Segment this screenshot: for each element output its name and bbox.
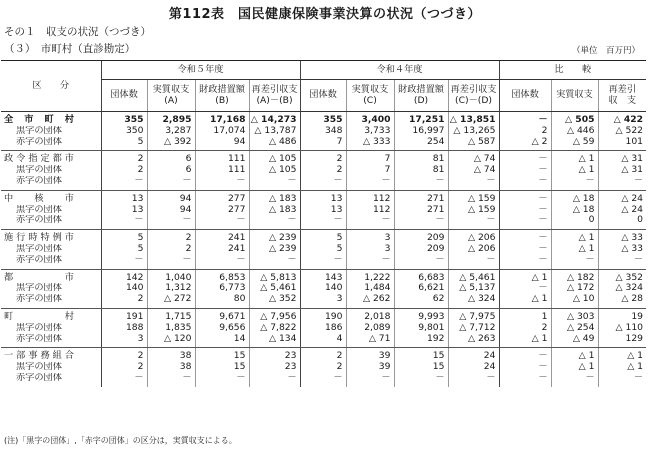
table-cell: － [195, 255, 249, 269]
table-cell: － [598, 176, 646, 190]
table-cell: 1,222 [346, 269, 394, 283]
table-cell: 6,853 [195, 269, 249, 283]
period-fy5-header: 令和５年度 [101, 61, 300, 80]
table-cell: △ 392 [147, 137, 195, 151]
table-cell: △ 486 [249, 137, 300, 151]
table-cell: － [101, 373, 147, 387]
table-cell: 2 [499, 323, 551, 334]
table-cell: － [300, 215, 346, 229]
table-row [1, 362, 646, 373]
table-row [1, 334, 646, 348]
table-cell: 140 [300, 283, 346, 294]
table-cell: △ 31 [598, 151, 646, 165]
table-cell: － [499, 165, 551, 176]
table-cell: － [147, 176, 195, 190]
table-cell: △ 324 [598, 283, 646, 294]
col-header-zaisei-d: 財政措置額 (D) [394, 80, 448, 112]
table-cell: △ 1 [499, 269, 551, 283]
table-cell: 1,040 [147, 269, 195, 283]
table-cell: 192 [394, 334, 448, 348]
table-cell: 277 [195, 205, 249, 216]
table-cell: △ 5,137 [448, 283, 499, 294]
table-cell: △ 206 [448, 244, 499, 255]
row-label: 赤字の団体 [1, 334, 101, 348]
table-cell: △ 120 [147, 334, 195, 348]
table-cell: △ 18 [551, 205, 598, 216]
table-cell: 81 [394, 151, 448, 165]
table-cell: 13 [101, 190, 147, 204]
table-cell: 241 [195, 244, 249, 255]
col-header-cmp-jisshitsu: 実質収支 [551, 80, 598, 112]
table-cell: △ 33 [598, 244, 646, 255]
table-cell: 355 [101, 112, 147, 126]
table-cell: － [448, 373, 499, 387]
table-cell: － [598, 373, 646, 387]
table-cell: 23 [249, 362, 300, 373]
table-cell: 2 [101, 151, 147, 165]
table-cell: △ 1 [551, 230, 598, 244]
col-header-sasabiki-ab: 再差引収支 (A)－(B) [249, 80, 300, 112]
table-cell: 2 [101, 165, 147, 176]
table-cell: 6,621 [394, 283, 448, 294]
table-cell: 129 [598, 334, 646, 348]
table-cell: － [448, 176, 499, 190]
table-row [1, 323, 646, 334]
table-cell: 1,312 [147, 283, 195, 294]
col-header-zaisei-b: 財政措置額 (B) [195, 80, 249, 112]
table-cell: 9,801 [394, 323, 448, 334]
table-cell: 7 [346, 165, 394, 176]
table-cell: △ 262 [346, 294, 394, 308]
table-cell: 15 [394, 362, 448, 373]
table-cell: 6 [147, 165, 195, 176]
row-label: 赤字の団体 [1, 215, 101, 229]
row-label: 黒字の団体 [16, 322, 62, 333]
table-cell: 3 [101, 334, 147, 348]
table-cell: － [448, 215, 499, 229]
table-cell: 355 [300, 112, 346, 126]
table-cell: △ 183 [249, 205, 300, 216]
table-cell: 186 [300, 323, 346, 334]
table-cell: 39 [346, 362, 394, 373]
table-cell: 143 [300, 269, 346, 283]
table-cell: － [598, 255, 646, 269]
table-cell: 6,773 [195, 283, 249, 294]
table-cell: △ 134 [249, 334, 300, 348]
table-cell: 112 [346, 190, 394, 204]
row-label: 都市 [4, 271, 74, 283]
table-cell: 2 [147, 244, 195, 255]
table-cell: 209 [394, 244, 448, 255]
table-cell: △ 446 [551, 126, 598, 137]
table-cell: △ 105 [249, 165, 300, 176]
table-row [1, 215, 646, 229]
table-cell: 1,715 [147, 308, 195, 322]
table-cell: 277 [195, 190, 249, 204]
table-cell: 241 [195, 230, 249, 244]
table-cell: 94 [147, 205, 195, 216]
table-cell: 3 [300, 294, 346, 308]
row-label: 赤字の団体 [1, 137, 101, 151]
table-cell: － [300, 373, 346, 387]
table-cell: － [499, 255, 551, 269]
table-cell: △ 2 [499, 137, 551, 151]
table-cell: △ 24 [598, 190, 646, 204]
table-cell: 111 [195, 151, 249, 165]
table-cell: 4 [300, 334, 346, 348]
table-cell: △ 7,975 [448, 308, 499, 322]
table-cell: － [249, 373, 300, 387]
table-cell: 17,251 [394, 112, 448, 126]
row-label: 全市町村 [4, 114, 74, 125]
table-cell: 191 [101, 308, 147, 322]
period-fy4-header: 令和４年度 [300, 61, 499, 80]
table-cell: 6 [147, 151, 195, 165]
table-cell: － [551, 176, 598, 190]
table-cell: 9,671 [195, 308, 249, 322]
table-cell: 2,089 [346, 323, 394, 334]
table-cell: △ 1 [598, 348, 646, 362]
table-cell: － [499, 176, 551, 190]
table-cell: 13 [300, 190, 346, 204]
table-cell: 94 [195, 137, 249, 151]
table-cell: △ 182 [551, 269, 598, 283]
table-cell: 5 [101, 244, 147, 255]
row-label: 赤字の団体 [1, 176, 101, 190]
table-cell: － [394, 176, 448, 190]
table-cell: △ 7,712 [448, 323, 499, 334]
table-cell: 80 [195, 294, 249, 308]
table-cell: 3,400 [346, 112, 394, 126]
table-cell: － [249, 255, 300, 269]
table-cell: △ 31 [598, 165, 646, 176]
table-row [1, 308, 646, 322]
table-cell: 5 [300, 230, 346, 244]
row-label: 政令指定都市 [4, 153, 74, 165]
table-cell: － [551, 373, 598, 387]
table-cell: 111 [195, 165, 249, 176]
table-cell: － [551, 255, 598, 269]
table-row [1, 151, 646, 165]
table-cell: 9,993 [394, 308, 448, 322]
table-cell: － [346, 373, 394, 387]
table-cell: △ 10 [551, 294, 598, 308]
col-header-jisshitsu-c: 実質収支 (C) [346, 80, 394, 112]
table-cell: △ 1 [598, 362, 646, 373]
table-cell: △ 7,822 [249, 323, 300, 334]
table-cell: △ 5,813 [249, 269, 300, 283]
table-cell: △ 71 [346, 334, 394, 348]
table-cell: － [448, 255, 499, 269]
table-cell: 350 [101, 126, 147, 137]
table-cell: △ 159 [448, 190, 499, 204]
table-cell: － [499, 283, 551, 294]
table-cell: － [499, 244, 551, 255]
table-row [1, 244, 646, 255]
table-row [1, 205, 646, 216]
table-cell: 15 [394, 348, 448, 362]
kubun-header: 区 分 [1, 61, 101, 112]
table-cell: － [499, 362, 551, 373]
table-cell: △ 1 [551, 244, 598, 255]
table-cell: △ 1 [499, 294, 551, 308]
table-cell: － [394, 255, 448, 269]
table-cell: － [346, 255, 394, 269]
table-cell: △ 263 [448, 334, 499, 348]
table-cell: △ 206 [448, 230, 499, 244]
table-cell: △ 303 [551, 308, 598, 322]
table-cell: △ 24 [598, 205, 646, 216]
comparison-header: 比 較 [499, 61, 646, 80]
footnote: (注)「黒字の団体」,「赤字の団体」の区分は，実質収支による。 [4, 436, 237, 445]
table-cell: 38 [147, 348, 195, 362]
table-cell: △ 14,273 [249, 112, 300, 126]
table-cell: △ 587 [448, 137, 499, 151]
table-cell: 24 [448, 348, 499, 362]
table-cell: 5 [300, 244, 346, 255]
table-cell: － [499, 215, 551, 229]
table-cell: － [147, 255, 195, 269]
table-cell: 15 [195, 362, 249, 373]
table-row [1, 294, 646, 308]
table-cell: 0 [551, 215, 598, 229]
col-header-dantai-1: 団体数 [101, 80, 147, 112]
table-cell: 62 [394, 294, 448, 308]
table-cell: 1,484 [346, 283, 394, 294]
table-cell: △ 13,851 [448, 112, 499, 126]
table-row [1, 190, 646, 204]
col-header-cmp-sasabiki: 再差引 収 支 [598, 80, 646, 112]
table-cell: 16,997 [394, 126, 448, 137]
table-cell: 24 [448, 362, 499, 373]
table-cell: 348 [300, 126, 346, 137]
table-cell: － [147, 215, 195, 229]
row-label: 赤字の団体 [1, 255, 101, 269]
table-cell: 94 [147, 190, 195, 204]
table-cell: － [300, 176, 346, 190]
table-cell: △ 74 [448, 151, 499, 165]
table-cell: △ 254 [551, 323, 598, 334]
table-cell: 3 [346, 244, 394, 255]
table-cell: △ 5,461 [249, 283, 300, 294]
table-cell: △ 110 [598, 323, 646, 334]
table-cell: △ 239 [249, 244, 300, 255]
table-cell: 38 [147, 362, 195, 373]
table-cell: － [300, 255, 346, 269]
table-cell: △ 5,461 [448, 269, 499, 283]
table-cell: 2,895 [147, 112, 195, 126]
table-row [1, 112, 646, 126]
row-label: 施行時特例市 [4, 232, 74, 244]
table-cell: △ 1 [551, 362, 598, 373]
table-cell: 17,168 [195, 112, 249, 126]
table-cell: 190 [300, 308, 346, 322]
row-label: 黒字の団体 [16, 165, 62, 176]
table-cell: 1 [499, 308, 551, 322]
table-cell: △ 74 [448, 165, 499, 176]
table-row [1, 283, 646, 294]
table-cell: 2 [101, 294, 147, 308]
table-cell: 3,287 [147, 126, 195, 137]
table-row [1, 165, 646, 176]
table-cell: △ 13,787 [249, 126, 300, 137]
table-cell: △ 1 [551, 165, 598, 176]
table-cell: 2 [147, 230, 195, 244]
table-cell: △ 1 [551, 151, 598, 165]
col-header-dantai-2: 団体数 [300, 80, 346, 112]
table-cell: 2 [101, 348, 147, 362]
table-cell: △ 1 [499, 334, 551, 348]
table-cell: 0 [598, 215, 646, 229]
table-cell: 9,656 [195, 323, 249, 334]
table-cell: 271 [394, 190, 448, 204]
table-cell: － [147, 373, 195, 387]
row-label: 中核市 [4, 192, 74, 204]
table-cell: △ 33 [598, 230, 646, 244]
col-header-jisshitsu-a: 実質収支 (A) [147, 80, 195, 112]
table-cell: △ 159 [448, 205, 499, 216]
table-row [1, 230, 646, 244]
table-cell: － [394, 215, 448, 229]
table-cell: △ 172 [551, 283, 598, 294]
table-cell: △ 522 [598, 126, 646, 137]
table-cell: 3 [346, 230, 394, 244]
table-row [1, 176, 646, 190]
table-cell: △ 272 [147, 294, 195, 308]
table-cell: 13 [101, 205, 147, 216]
table-cell: － [195, 215, 249, 229]
table-row [1, 269, 646, 283]
table-cell: 140 [101, 283, 147, 294]
table-cell: － [346, 215, 394, 229]
table-cell: 15 [195, 348, 249, 362]
table-cell: 6,683 [394, 269, 448, 283]
table-cell: － [195, 373, 249, 387]
row-label: 町村 [4, 310, 74, 322]
table-cell: 2 [101, 362, 147, 373]
table-cell: 142 [101, 269, 147, 283]
table-cell: 3,733 [346, 126, 394, 137]
settlement-table [1, 60, 646, 387]
header-row-periods [1, 61, 646, 80]
table-cell: 5 [101, 230, 147, 244]
table-cell: － [101, 255, 147, 269]
table-cell: 17,074 [195, 126, 249, 137]
table-cell: △ 18 [551, 190, 598, 204]
table-row [1, 126, 646, 137]
table-cell: 23 [249, 348, 300, 362]
table-cell: △ 1 [551, 348, 598, 362]
category-subtitle: （３） 市町村（直診勘定） [4, 43, 136, 55]
table-cell: 209 [394, 230, 448, 244]
table-cell: △ 505 [551, 112, 598, 126]
table-cell: △ 422 [598, 112, 646, 126]
table-cell: 19 [598, 308, 646, 322]
col-header-cmp-dantai: 団体数 [499, 80, 551, 112]
table-cell: △ 324 [448, 294, 499, 308]
table-cell: 7 [346, 151, 394, 165]
table-cell: － [499, 205, 551, 216]
table-cell: 39 [346, 348, 394, 362]
table-cell: － [499, 151, 551, 165]
table-cell: △ 28 [598, 294, 646, 308]
table-cell: － [499, 190, 551, 204]
table-cell: － [499, 112, 551, 126]
table-cell: － [195, 176, 249, 190]
row-label: 赤字の団体 [16, 372, 62, 383]
table-cell: △ 352 [249, 294, 300, 308]
table-cell: － [346, 176, 394, 190]
table-cell: △ 13,265 [448, 126, 499, 137]
table-cell: △ 7,956 [249, 308, 300, 322]
row-label: 黒字の団体 [16, 204, 62, 215]
table-row [1, 137, 646, 151]
table-cell: 101 [598, 137, 646, 151]
table-title: 第112表 国民健康保険事業決算の状況（つづき） [168, 7, 482, 22]
table-cell: － [249, 176, 300, 190]
table-cell: 13 [300, 205, 346, 216]
table-body [1, 112, 646, 387]
table-cell: － [249, 215, 300, 229]
table-cell: 2,018 [346, 308, 394, 322]
row-label: 黒字の団体 [16, 283, 62, 294]
table-cell: － [394, 373, 448, 387]
table-row [1, 348, 646, 362]
table-cell: 14 [195, 334, 249, 348]
table-cell: △ 105 [249, 151, 300, 165]
table-cell: △ 49 [551, 334, 598, 348]
col-header-sasabiki-cd: 再差引収支 (C)－(D) [448, 80, 499, 112]
table-cell: 2 [300, 165, 346, 176]
table-cell: 5 [101, 137, 147, 151]
table-cell: 81 [394, 165, 448, 176]
table-cell: 2 [300, 348, 346, 362]
table-cell: △ 183 [249, 190, 300, 204]
table-cell: 188 [101, 323, 147, 334]
table-cell: － [101, 176, 147, 190]
table-cell: 1,835 [147, 323, 195, 334]
table-cell: 2 [300, 362, 346, 373]
table-cell: 2 [499, 126, 551, 137]
table-row [1, 255, 646, 269]
row-label: 黒字の団体 [16, 243, 62, 254]
table-cell: 254 [394, 137, 448, 151]
section-subtitle: その１ 収支の状況（つづき） [4, 26, 151, 38]
row-label: 黒字の団体 [16, 362, 62, 373]
table-cell: － [499, 373, 551, 387]
row-label: 黒字の団体 [16, 125, 62, 136]
table-cell: － [499, 348, 551, 362]
table-cell: △ 239 [249, 230, 300, 244]
table-cell: － [101, 215, 147, 229]
row-label: 一部事務組合 [4, 350, 74, 362]
table-cell: 2 [300, 151, 346, 165]
table-cell: △ 59 [551, 137, 598, 151]
table-cell: △ 333 [346, 137, 394, 151]
table-cell: 7 [300, 137, 346, 151]
row-label: 赤字の団体 [1, 294, 101, 308]
table-cell: 112 [346, 205, 394, 216]
unit-label: （単位 百万円） [571, 46, 640, 56]
table-row [1, 373, 646, 387]
table-cell: － [499, 230, 551, 244]
table-cell: 271 [394, 205, 448, 216]
table-cell: △ 352 [598, 269, 646, 283]
